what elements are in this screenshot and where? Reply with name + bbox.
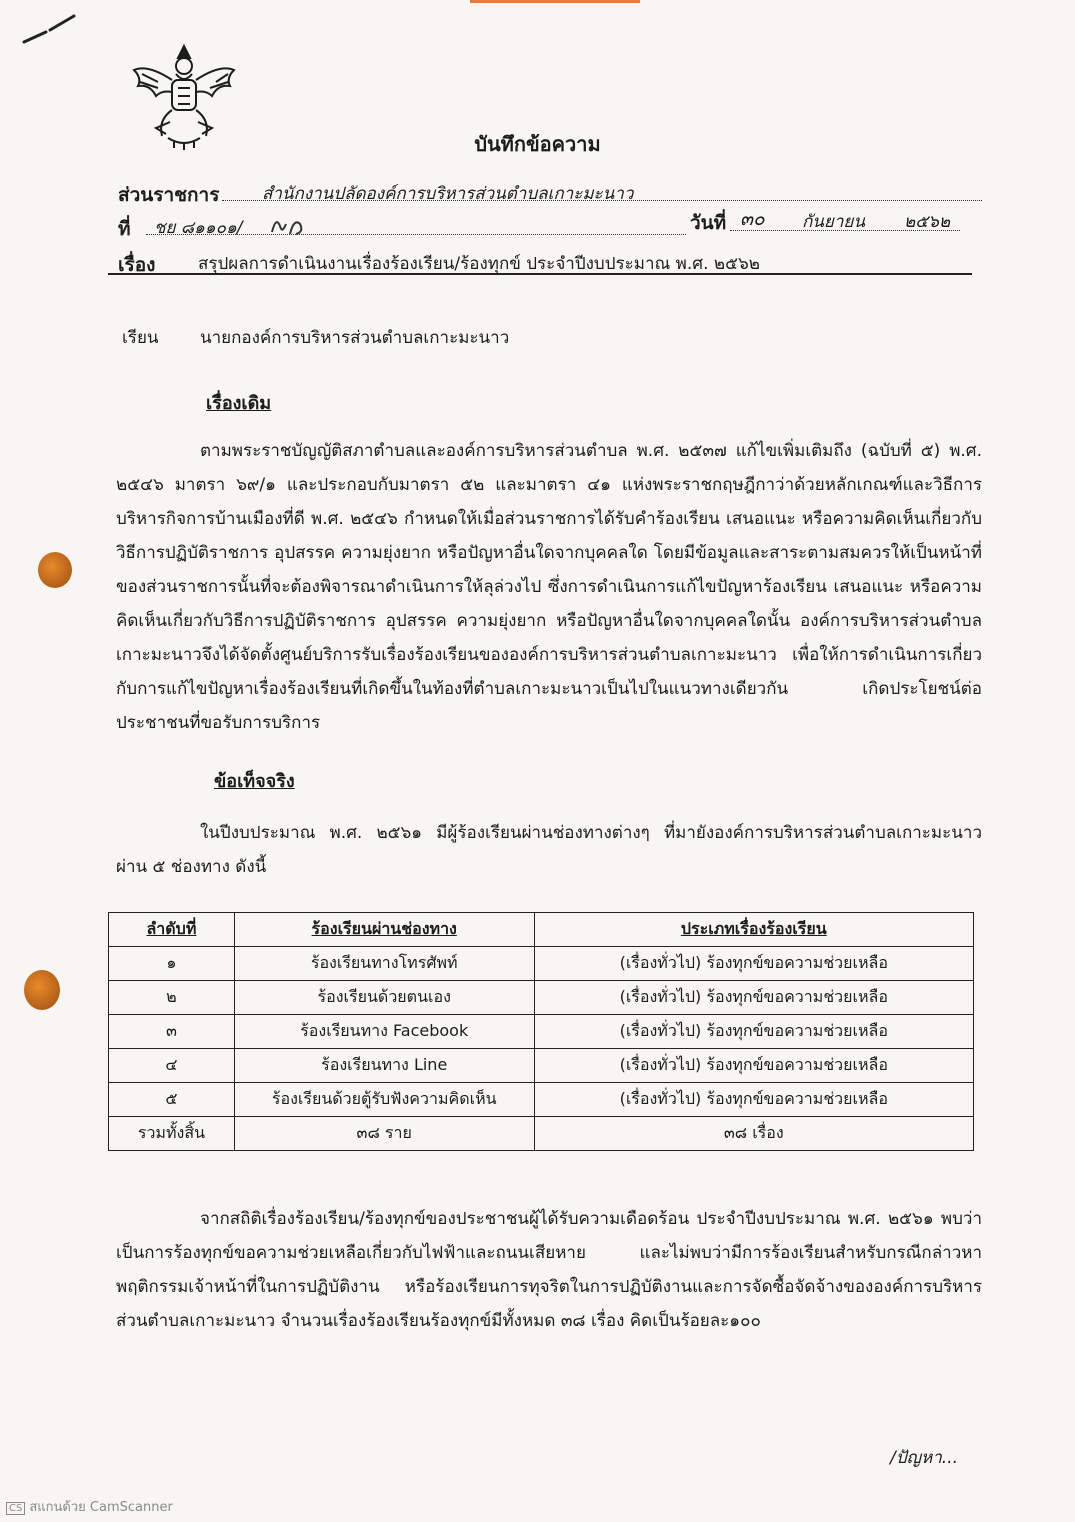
table-row [109,1083,974,1117]
col-header-channel: ร้องเรียนผ่านช่องทาง [234,913,534,947]
row-type: (เรื่องทั่วไป) ร้องทุกข์ขอความช่วยเหลือ [534,947,973,981]
row-number: ๔ [109,1049,235,1083]
background-text: ตามพระราชบัญญัติสภาตำบลและองค์การบริหารส่วนตำบล พ.ศ. ๒๕๓๗ แก้ไขเพิ่มเติมถึง (ฉบับที่ ๕) พ.ศ. ๒๕๔๖ มาตรา ๖๙/๑ และประกอบกับมาตรา ๕๒ และมาตรา ๔๑ แห่งพระราชกฤษฎีกาว่าด้วยหลักเกณฑ์และวิธีการบริหารกิจการบ้านเมืองที่ดี พ.ศ. ๒๕๔๖ กำหนดให้เมื่อส่วนราชการได้รับคำร้องเรียน เสนอแนะ หรือความคิดเห็นเกี่ยวกับวิธีการปฏิบัติราชการ อุปสรรค ความยุ่งยาก หรือปัญหาอื่นใดจากบุคคลใด โดยมีข้อมูลและสาระตามสมควรให้เป็นหน้าที่ของส่วนราชการนั้นที่จะต้องพิจารณาดำเนินการให้ลุล่วงไป ซึ่งการดำเนินการแก้ไขปัญหาร้องเรียน เสนอแนะ หรือความคิดเห็นเกี่ยวกับวิธีการปฏิบัติราชการ อุปสรรค ความยุ่งยาก หรือปัญหาอื่นใดจากบุคคลใดนั้น องค์การบริหารส่วนตำบลเกาะมะนาวจึงได้จัดตั้งศูนย์บริการรับเรื่องร้องเรียนขององค์การบริหารส่วนตำบลเกาะมะนาว เพื่อให้การดำเนินการเกี่ยวกับการแก้ไขปัญหาเรื่องร้องเรียนที่เกิดขึ้นในท้องที่ตำบลเกาะมะนาวเป็นไปในแนวทางเดียวกัน เกิดประโยชน์ต่อประชาชนที่ขอรับการบริการ [116,441,982,733]
table-row [109,1049,974,1083]
row-type: (เรื่องทั่วไป) ร้องทุกข์ขอความช่วยเหลือ [534,981,973,1015]
ref-value: ชย ๘๑๑๐๑/ [154,218,243,238]
subject-label: เรื่อง [118,254,156,276]
row-number: ๒ [109,981,235,1015]
agency-label: ส่วนราชการ [118,184,220,206]
row-type: (เรื่องทั่วไป) ร้องทุกข์ขอความช่วยเหลือ [534,1049,973,1083]
continuation-note: /ปัญหา... [890,1448,958,1468]
complaints-table [108,912,974,1151]
agency-value: สำนักงานปลัดองค์การบริหารส่วนตำบลเกาะมะนาว [262,184,634,204]
row-channel: ร้องเรียนด้วยตนเอง [234,981,534,1015]
subject-value: สรุปผลการดำเนินงานเรื่องร้องเรียน/ร้องทุกข์ ประจำปีงบประมาณ พ.ศ. ๒๕๖๒ [198,254,760,274]
background-paragraph [116,434,982,740]
row-number: ๓ [109,1015,235,1049]
row-number: ๑ [109,947,235,981]
pen-mark [20,12,78,46]
table-header-row [109,913,974,947]
handwritten-ref-number [268,214,308,238]
date-label: วันที่ [690,212,727,234]
date-month: กันยายน [802,212,866,232]
table-total-row [109,1117,974,1151]
total-label: รวมทั้งสิ้น [109,1117,235,1151]
facts-heading: ข้อเท็จจริง [214,771,295,792]
facts-paragraph [116,816,982,884]
summary-text: จากสถิติเรื่องร้องเรียน/ร้องทุกข์ของประชาชนผู้ได้รับความเดือดร้อน ประจำปีงบประมาณ พ.ศ. ๒๕๖๑ พบว่าเป็นการร้องทุกข์ขอความช่วยเหลือเกี่ยวกับไฟฟ้าและถนนเสียหาย และไม่พบว่ามีการร้องเรียนสำหรับกรณีกล่าวหาพฤติกรรมเจ้าหน้าที่ในการปฏิบัติงาน หรือร้องเรียนการทุจริตในการปฏิบัติงานและการจัดซื้อจัดจ้างขององค์การบริหารส่วนตำบลเกาะมะนาว จำนวนเรื่องร้องเรียนร้องทุกข์มีทั้งหมด ๓๘ เรื่อง คิดเป็นร้อยละ๑๐๐ [116,1209,982,1331]
total-people: ๓๘ ราย [234,1117,534,1151]
total-cases: ๓๘ เรื่อง [534,1117,973,1151]
row-channel: ร้องเรียนทาง Line [234,1049,534,1083]
background-heading: เรื่องเดิม [206,393,272,414]
stain-mark [24,970,60,1010]
col-header-type: ประเภทเรื่องร้องเรียน [534,913,973,947]
stain-mark [38,552,72,588]
table-row [109,947,974,981]
ref-label: ที่ [118,218,131,240]
row-type: (เรื่องทั่วไป) ร้องทุกข์ขอความช่วยเหลือ [534,1015,973,1049]
salutation-label: เรียน [122,328,159,348]
row-channel: ร้องเรียนทางโทรศัพท์ [234,947,534,981]
watermark-text: สแกนด้วย CamScanner [29,1500,173,1515]
row-channel: ร้องเรียนทาง Facebook [234,1015,534,1049]
memo-title: บันทึกข้อความ [474,132,601,156]
camscanner-icon: CS [6,1502,25,1515]
row-channel: ร้องเรียนด้วยตู้รับฟังความคิดเห็น [234,1083,534,1117]
table-row [109,981,974,1015]
summary-paragraph [116,1202,982,1338]
scanner-watermark [6,1496,173,1517]
table-row [109,1015,974,1049]
facts-text: ในปีงบประมาณ พ.ศ. ๒๕๖๑ มีผู้ร้องเรียนผ่านช่องทางต่างๆ ที่มายังองค์การบริหารส่วนตำบลเกาะมะนาว ผ่าน ๕ ช่องทาง ดังนี้ [116,823,982,877]
header-rule [108,273,972,275]
scan-edge-mark [470,0,640,3]
date-day: ๓๐ [740,208,765,230]
col-header-number: ลำดับที่ [109,913,235,947]
date-year: ๒๕๖๒ [904,212,951,232]
row-number: ๕ [109,1083,235,1117]
row-type: (เรื่องทั่วไป) ร้องทุกข์ขอความช่วยเหลือ [534,1083,973,1117]
salutation-value: นายกองค์การบริหารส่วนตำบลเกาะมะนาว [200,328,510,348]
